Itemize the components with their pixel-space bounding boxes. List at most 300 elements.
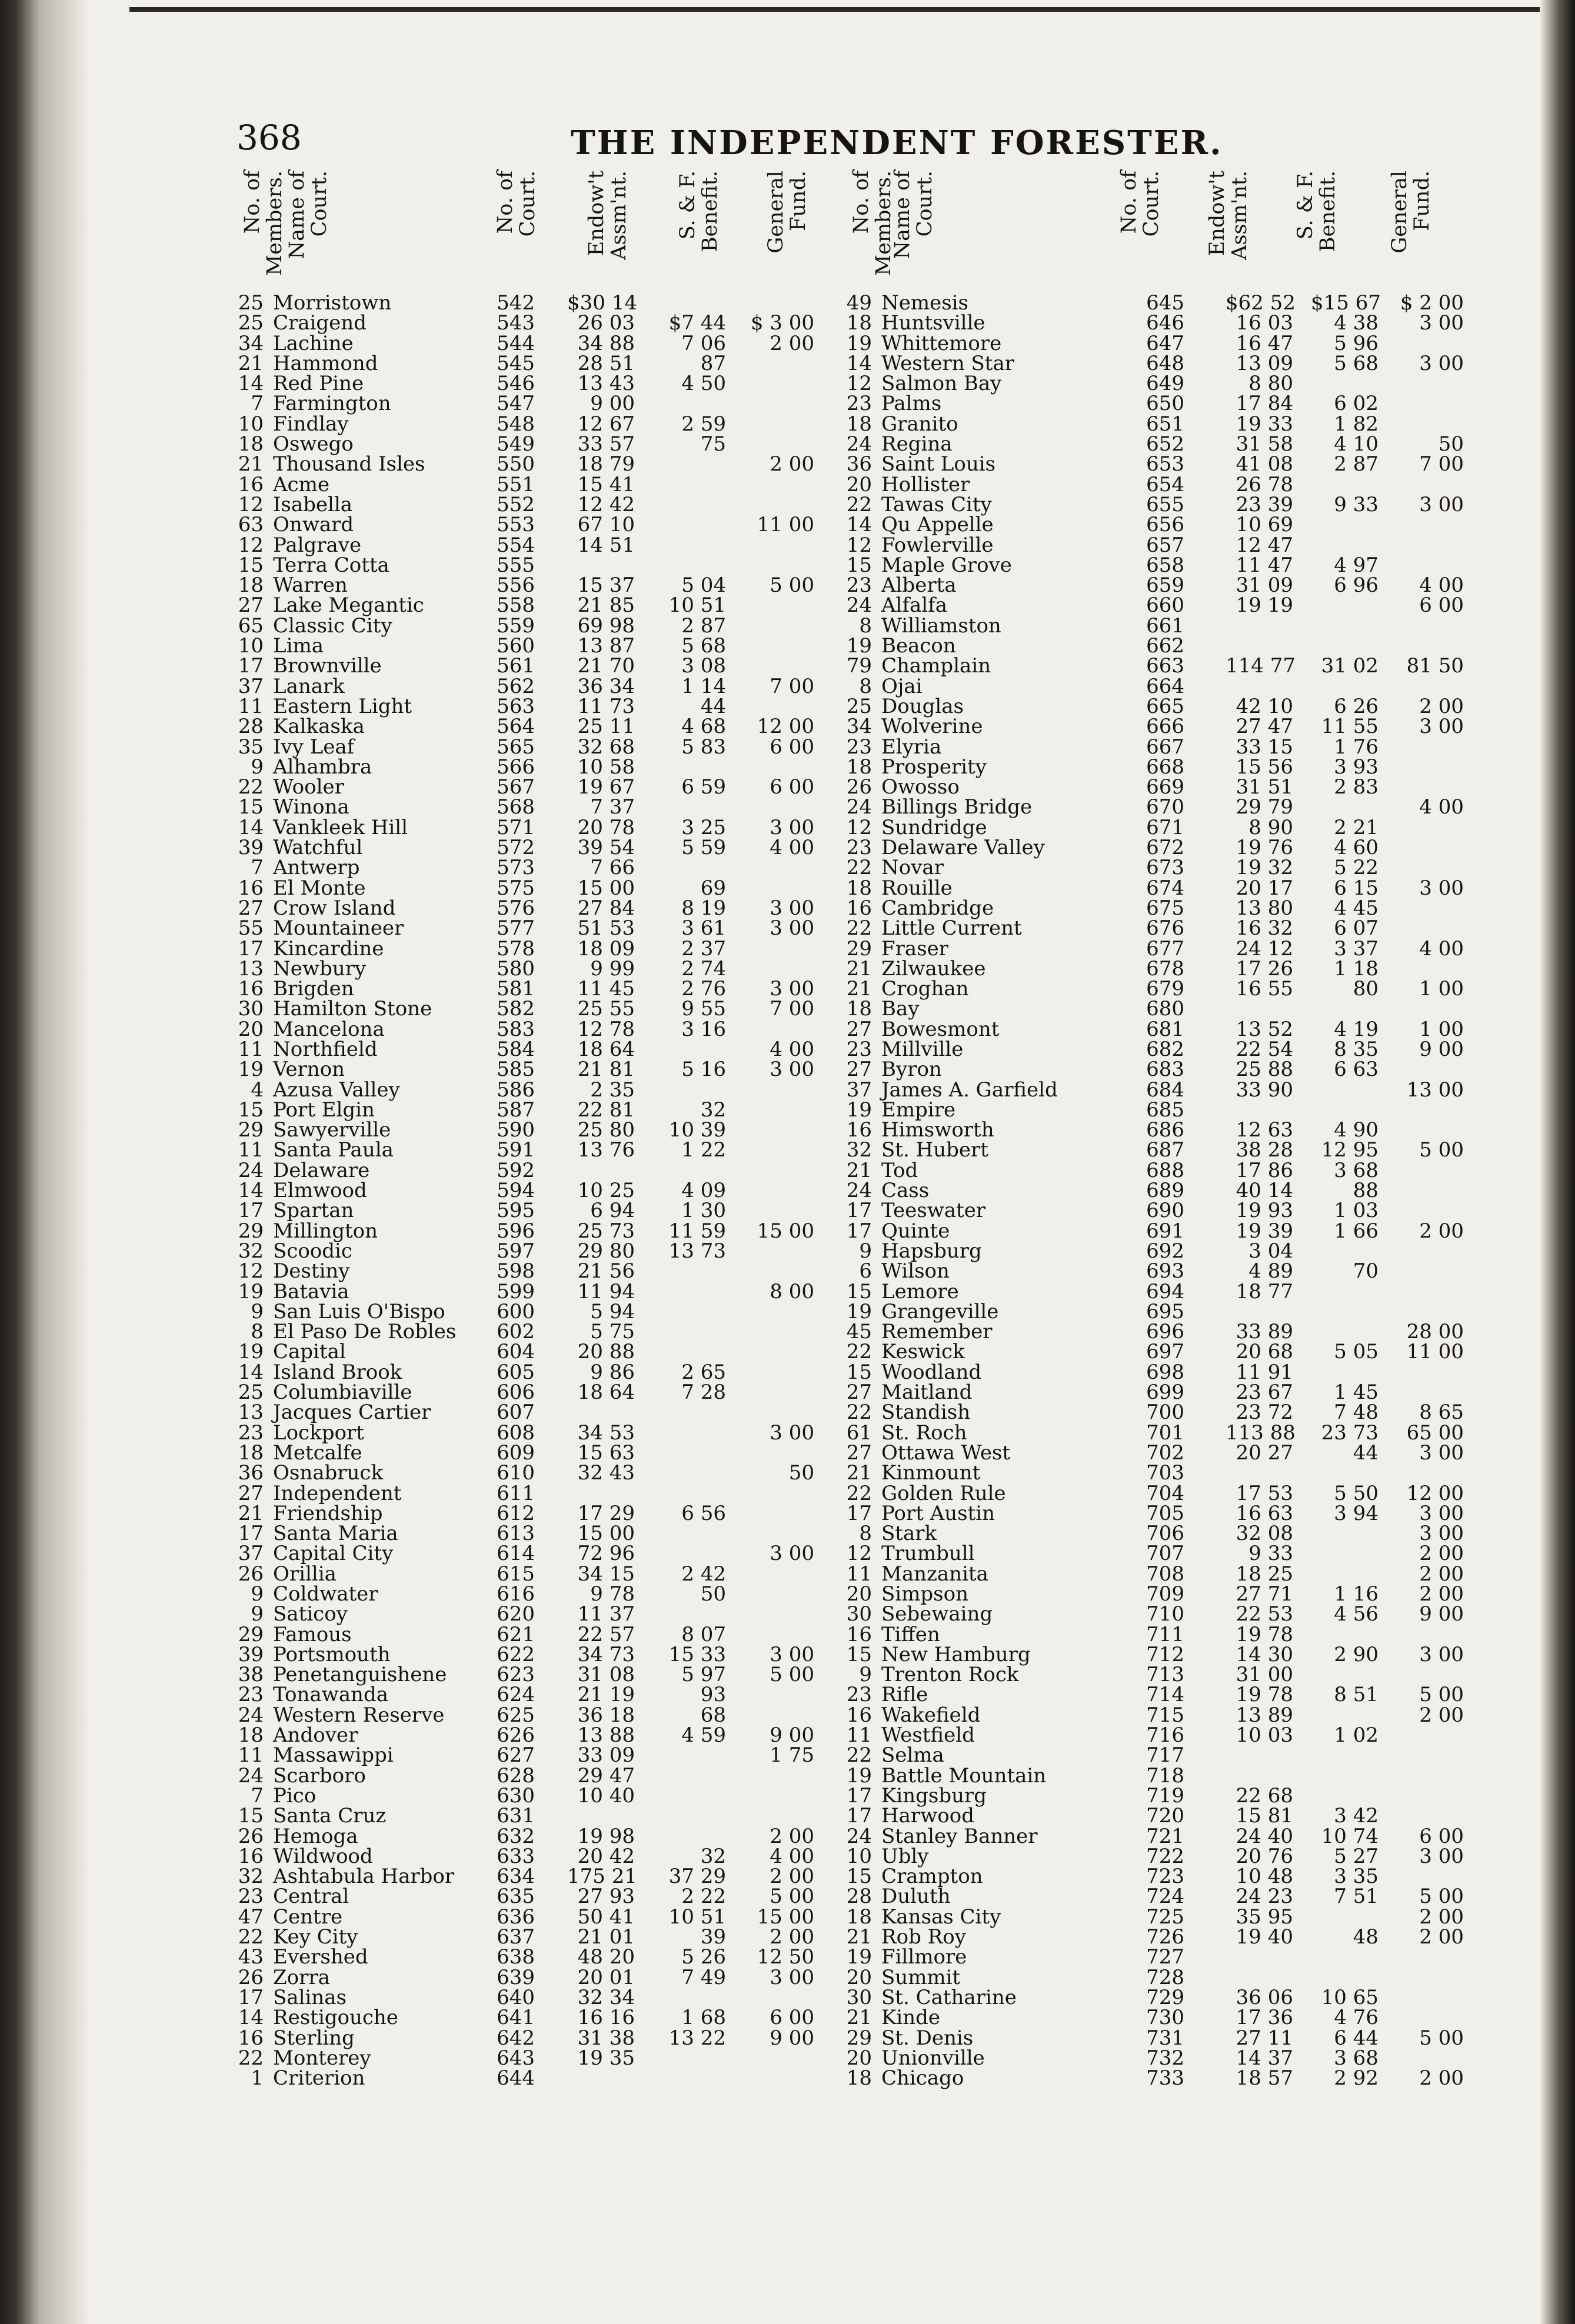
court-number-cell: 561	[497, 654, 535, 678]
court-name-cell: Batavia	[273, 1279, 349, 1303]
general-fund-cell: 4 00	[1419, 795, 1464, 819]
members-cell: 9	[251, 1299, 264, 1323]
endowment-cell: 22 81	[577, 1098, 635, 1122]
endowment-cell: 13 88	[577, 1723, 635, 1748]
members-cell: 1	[251, 2066, 264, 2090]
general-fund-cell: 15 00	[757, 1905, 814, 1929]
members-cell: 16	[238, 472, 264, 496]
sf-benefit-cell: 5 50	[1334, 1481, 1378, 1505]
sf-benefit-cell: 1 02	[1334, 1723, 1378, 1748]
endowment-cell: 20 78	[577, 815, 635, 839]
court-number-cell: 591	[497, 1138, 535, 1162]
court-number-cell: 646	[1146, 311, 1184, 335]
court-number-cell: 613	[497, 1522, 535, 1546]
sf-benefit-cell: 1 82	[1334, 412, 1378, 436]
members-cell: 27	[846, 1441, 872, 1465]
members-cell: 16	[846, 1622, 872, 1646]
members-cell: 14	[238, 2006, 264, 2030]
court-number-cell: 564	[497, 715, 535, 739]
court-number-cell: 559	[497, 613, 535, 638]
endowment-cell: 18 25	[1236, 1562, 1293, 1586]
court-name-cell: Delaware Valley	[881, 836, 1045, 860]
court-number-cell: 572	[497, 836, 535, 860]
column-header-line: Assm'nt.	[1228, 171, 1251, 260]
endowment-cell: 22 53	[1236, 1602, 1293, 1626]
court-number-cell: 635	[497, 1885, 535, 1909]
column-header-line: General	[764, 171, 788, 254]
court-name-cell: Salmon Bay	[881, 372, 1002, 396]
endowment-cell: 29 79	[1236, 795, 1293, 819]
court-name-cell: Azusa Valley	[273, 1078, 400, 1102]
endowment-cell: 21 56	[577, 1259, 635, 1283]
court-name-cell: Andover	[273, 1723, 358, 1748]
members-cell: 23	[846, 574, 872, 598]
members-cell: 16	[846, 896, 872, 920]
court-number-cell: 644	[497, 2066, 535, 2090]
sf-benefit-cell: 5 05	[1334, 1340, 1378, 1364]
court-name-cell: Lake Megantic	[273, 593, 424, 618]
endowment-cell: 29 80	[577, 1239, 635, 1263]
sf-benefit-cell: 10 74	[1321, 1824, 1378, 1848]
endowment-cell: 10 40	[577, 1783, 635, 1808]
court-number-cell: 659	[1146, 574, 1184, 598]
court-number-cell: 573	[497, 856, 535, 880]
sf-benefit-cell: 3 35	[1334, 1865, 1378, 1889]
members-cell: 29	[238, 1622, 264, 1646]
court-name-cell: Friendship	[273, 1501, 383, 1525]
court-name-cell: Nemesis	[881, 291, 969, 315]
court-number-cell: 653	[1146, 452, 1184, 476]
endowment-cell: 20 76	[1236, 1844, 1293, 1868]
endowment-cell: $30 14	[567, 291, 637, 315]
sf-benefit-cell: 75	[700, 432, 726, 456]
endowment-cell: 3 04	[1248, 1239, 1293, 1263]
column-header-line: Members.	[263, 171, 287, 276]
members-cell: 22	[846, 1401, 872, 1425]
court-name-cell: Brigden	[273, 977, 354, 1001]
members-cell: 19	[846, 1299, 872, 1323]
court-name-cell: Vernon	[273, 1058, 345, 1082]
endowment-cell: 24 12	[1236, 936, 1293, 961]
sf-benefit-cell: 11 59	[668, 1219, 726, 1243]
court-number-cell: 562	[497, 674, 535, 698]
court-name-cell: Cambridge	[881, 896, 994, 920]
endowment-cell: 21 85	[577, 593, 635, 618]
members-cell: 22	[238, 1925, 264, 1949]
members-cell: 24	[846, 593, 872, 618]
court-number-cell: 626	[497, 1723, 535, 1748]
endowment-cell: 20 42	[577, 1844, 635, 1868]
court-number-cell: 580	[497, 956, 535, 981]
general-fund-cell: 1 75	[770, 1743, 814, 1768]
members-cell: 32	[238, 1239, 264, 1263]
endowment-cell: 114 77	[1226, 654, 1296, 678]
endowment-cell: 15 56	[1236, 755, 1293, 779]
court-name-cell: El Paso De Robles	[273, 1320, 457, 1344]
members-cell: 18	[846, 412, 872, 436]
endowment-cell: 23 67	[1236, 1381, 1293, 1405]
members-cell: 17	[846, 1783, 872, 1808]
sf-benefit-cell: $7 44	[668, 311, 726, 335]
members-cell: 14	[238, 815, 264, 839]
court-number-cell: 701	[1146, 1421, 1184, 1445]
members-cell: 15	[846, 1279, 872, 1303]
court-number-cell: 719	[1146, 1783, 1184, 1808]
endowment-cell: 16 32	[1236, 916, 1293, 941]
court-name-cell: Wakefield	[881, 1703, 981, 1727]
court-name-cell: Antwerp	[273, 856, 360, 880]
court-number-cell: 623	[497, 1663, 535, 1687]
endowment-cell: 33 09	[577, 1743, 635, 1768]
endowment-cell: 27 47	[1236, 715, 1293, 739]
members-cell: 21	[238, 351, 264, 375]
general-fund-cell: 3 00	[1419, 1642, 1464, 1666]
court-number-cell: 558	[497, 593, 535, 618]
general-fund-cell: 2 00	[1419, 1582, 1464, 1606]
members-cell: 13	[238, 1401, 264, 1425]
court-number-cell: 715	[1146, 1703, 1184, 1727]
court-name-cell: Destiny	[273, 1259, 350, 1283]
court-number-cell: 683	[1146, 1058, 1184, 1082]
endowment-cell: 14 37	[1236, 2046, 1293, 2070]
endowment-cell: 9 78	[590, 1582, 635, 1606]
general-fund-cell: 3 00	[770, 1642, 814, 1666]
sf-benefit-cell: 7 06	[681, 331, 726, 355]
members-cell: 49	[846, 291, 872, 315]
sf-benefit-cell: 2 42	[681, 1562, 726, 1586]
column-header	[765, 171, 810, 282]
court-number-cell: 566	[497, 755, 535, 779]
sf-benefit-cell: 9 55	[681, 997, 726, 1021]
members-cell: 17	[238, 654, 264, 678]
court-number-cell: 631	[497, 1804, 535, 1828]
sf-benefit-cell: 31 02	[1321, 654, 1378, 678]
court-number-cell: 611	[497, 1481, 535, 1505]
endowment-cell: 21 01	[577, 1925, 635, 1949]
court-name-cell: Western Reserve	[273, 1703, 445, 1727]
members-cell: 12	[238, 1259, 264, 1283]
general-fund-cell: 13 00	[1406, 1078, 1464, 1102]
sf-benefit-cell: 4 09	[681, 1179, 726, 1203]
members-cell: 61	[846, 1421, 872, 1445]
sf-benefit-cell: 1 68	[681, 2006, 726, 2030]
court-number-cell: 676	[1146, 916, 1184, 941]
page-number: 368	[237, 118, 302, 158]
court-number-cell: 615	[497, 1562, 535, 1586]
court-number-cell: 677	[1146, 936, 1184, 961]
court-name-cell: Trenton Rock	[881, 1663, 1019, 1687]
court-name-cell: Lockport	[273, 1421, 364, 1445]
endowment-cell: 15 00	[577, 876, 635, 900]
sf-benefit-cell: 1 30	[681, 1199, 726, 1223]
court-number-cell: 674	[1146, 876, 1184, 900]
court-number-cell: 718	[1146, 1763, 1184, 1788]
general-fund-cell: 4 00	[770, 836, 814, 860]
court-number-cell: 710	[1146, 1602, 1184, 1626]
general-fund-cell: 12 00	[1406, 1481, 1464, 1505]
members-cell: 28	[238, 715, 264, 739]
column-header-line: S. & F.	[1294, 171, 1317, 240]
court-name-cell: Kalkaska	[273, 715, 365, 739]
running-title: THE INDEPENDENT FORESTER.	[571, 124, 1223, 162]
court-name-cell: Chicago	[881, 2066, 964, 2090]
court-number-cell: 717	[1146, 1743, 1184, 1768]
endowment-cell: 41 08	[1236, 452, 1293, 476]
sf-benefit-cell: 5 96	[1334, 331, 1378, 355]
general-fund-cell: 11 00	[757, 513, 814, 537]
court-name-cell: Kingsburg	[881, 1783, 987, 1808]
court-name-cell: Santa Paula	[273, 1138, 394, 1162]
members-cell: 21	[846, 977, 872, 1001]
endowment-cell: 38 28	[1236, 1138, 1293, 1162]
court-name-cell: Little Current	[881, 916, 1022, 941]
court-name-cell: Key City	[273, 1925, 358, 1949]
endowment-cell: 13 52	[1236, 1017, 1293, 1041]
sf-benefit-cell: 3 68	[1334, 1158, 1378, 1182]
endowment-cell: 69 98	[577, 613, 635, 638]
court-name-cell: Coldwater	[273, 1582, 378, 1606]
court-name-cell: Sterling	[273, 2026, 355, 2050]
column-header-line: Endow't	[1206, 171, 1229, 256]
general-fund-cell: 3 00	[1419, 1522, 1464, 1546]
court-name-cell: Ivy Leaf	[273, 735, 355, 759]
endowment-cell: 27 84	[577, 896, 635, 920]
endowment-cell: 17 84	[1236, 392, 1293, 416]
members-cell: 21	[846, 1158, 872, 1182]
court-name-cell: Crow Island	[273, 896, 396, 920]
endowment-cell: 31 58	[1236, 432, 1293, 456]
sf-benefit-cell: 3 37	[1334, 936, 1378, 961]
endowment-cell: 27 11	[1236, 2026, 1293, 2050]
court-name-cell: Port Elgin	[273, 1098, 375, 1122]
court-number-cell: 678	[1146, 956, 1184, 981]
endowment-cell: 34 53	[577, 1421, 635, 1445]
endowment-cell: 31 09	[1236, 574, 1293, 598]
court-number-cell: 578	[497, 936, 535, 961]
column-header-line: Members.	[872, 171, 895, 276]
court-number-cell: 671	[1146, 815, 1184, 839]
members-cell: 24	[238, 1763, 264, 1788]
sf-benefit-cell: 6 26	[1334, 694, 1378, 718]
members-cell: 38	[238, 1663, 264, 1687]
court-name-cell: Grangeville	[881, 1299, 999, 1323]
sf-benefit-cell: 1 14	[681, 674, 726, 698]
general-fund-cell: 2 00	[770, 452, 814, 476]
court-name-cell: Prosperity	[881, 755, 987, 779]
members-cell: 39	[238, 836, 264, 860]
members-cell: 23	[846, 1683, 872, 1707]
general-fund-cell: $ 3 00	[750, 311, 814, 335]
court-number-cell: 545	[497, 351, 535, 375]
general-fund-cell: 2 00	[770, 1824, 814, 1848]
general-fund-cell: 6 00	[1419, 1824, 1464, 1848]
column-header-line: Court.	[516, 171, 540, 237]
general-fund-cell: 4 00	[770, 1037, 814, 1061]
court-number-cell: 585	[497, 1058, 535, 1082]
members-cell: 18	[846, 2066, 872, 2090]
general-fund-cell: 3 00	[770, 1058, 814, 1082]
court-name-cell: Tonawanda	[273, 1683, 388, 1707]
endowment-cell: 32 68	[577, 735, 635, 759]
members-cell: 12	[238, 492, 264, 516]
court-number-cell: 577	[497, 916, 535, 941]
court-number-cell: 696	[1146, 1320, 1184, 1344]
court-name-cell: Ottawa West	[881, 1441, 1011, 1465]
general-fund-cell: 50	[1438, 432, 1464, 456]
general-fund-cell: 3 00	[1419, 1844, 1464, 1868]
sf-benefit-cell: 23 73	[1321, 1421, 1378, 1445]
endowment-cell: 10 03	[1236, 1723, 1293, 1748]
members-cell: 19	[238, 1279, 264, 1303]
members-cell: 8	[251, 1320, 264, 1344]
court-name-cell: St. Denis	[881, 2026, 974, 2050]
court-number-cell: 731	[1146, 2026, 1184, 2050]
endowment-cell: 18 09	[577, 936, 635, 961]
court-number-cell: 697	[1146, 1340, 1184, 1364]
members-cell: 11	[846, 1562, 872, 1586]
court-number-cell: 638	[497, 1945, 535, 1969]
sf-benefit-cell: 68	[700, 1703, 726, 1727]
sf-benefit-cell: 4 56	[1334, 1602, 1378, 1626]
endowment-cell: 22 68	[1236, 1783, 1293, 1808]
members-cell: 19	[846, 1098, 872, 1122]
court-number-cell: 663	[1146, 654, 1184, 678]
court-number-cell: 596	[497, 1219, 535, 1243]
court-number-cell: 604	[497, 1340, 535, 1364]
members-cell: 21	[238, 452, 264, 476]
column-header-line: Name of	[285, 171, 309, 259]
members-cell: 18	[846, 1905, 872, 1929]
endowment-cell: 10 58	[577, 755, 635, 779]
court-number-cell: 651	[1146, 412, 1184, 436]
court-number-cell: 670	[1146, 795, 1184, 819]
general-fund-cell: 9 00	[1419, 1602, 1464, 1626]
court-name-cell: Brownville	[273, 654, 382, 678]
court-name-cell: Fowlerville	[881, 533, 994, 557]
column-header-line: Assm'nt.	[607, 171, 631, 260]
court-name-cell: Kincardine	[273, 936, 384, 961]
column-header	[1118, 171, 1163, 282]
court-name-cell: Douglas	[881, 694, 964, 718]
members-cell: 19	[846, 1945, 872, 1969]
sf-benefit-cell: 3 93	[1334, 755, 1378, 779]
sf-benefit-cell: 4 50	[681, 372, 726, 396]
members-cell: 16	[238, 876, 264, 900]
general-fund-cell: 3 00	[1419, 715, 1464, 739]
endowment-cell: 8 80	[1248, 372, 1293, 396]
page-binding-edge	[0, 0, 88, 2324]
endowment-cell: 33 89	[1236, 1320, 1293, 1344]
sf-benefit-cell: 2 83	[1334, 775, 1378, 799]
court-name-cell: Byron	[881, 1058, 942, 1082]
members-cell: 18	[846, 997, 872, 1021]
endowment-cell: 14 30	[1236, 1642, 1293, 1666]
members-cell: 18	[846, 876, 872, 900]
sf-benefit-cell: 2 59	[681, 412, 726, 436]
court-number-cell: 649	[1146, 372, 1184, 396]
court-name-cell: Westfield	[881, 1723, 975, 1748]
general-fund-cell: 2 00	[1419, 1925, 1464, 1949]
court-number-cell: 728	[1146, 1965, 1184, 1989]
general-fund-cell: 2 00	[1419, 1905, 1464, 1929]
court-name-cell: Western Star	[881, 351, 1014, 375]
court-number-cell: 625	[497, 1703, 535, 1727]
court-name-cell: Port Austin	[881, 1501, 995, 1525]
court-number-cell: 686	[1146, 1118, 1184, 1142]
court-number-cell: 724	[1146, 1885, 1184, 1909]
court-number-cell: 582	[497, 997, 535, 1021]
members-cell: 23	[846, 1037, 872, 1061]
court-name-cell: Cass	[881, 1179, 930, 1203]
endowment-cell: 5 94	[590, 1299, 635, 1323]
column-header	[677, 171, 721, 282]
column-header	[1206, 171, 1251, 282]
court-number-cell: 660	[1146, 593, 1184, 618]
court-number-cell: 584	[497, 1037, 535, 1061]
sf-benefit-cell: 10 65	[1321, 1985, 1378, 2009]
endowment-cell: 12 67	[577, 412, 635, 436]
sf-benefit-cell: 3 16	[681, 1017, 726, 1041]
column-header-line: Endow't	[585, 171, 608, 256]
sf-benefit-cell: 4 90	[1334, 1118, 1378, 1142]
sf-benefit-cell: 4 59	[681, 1723, 726, 1748]
members-cell: 12	[846, 815, 872, 839]
endowment-cell: 175 21	[567, 1865, 637, 1889]
court-number-cell: 680	[1146, 997, 1184, 1021]
sf-benefit-cell: 2 87	[1334, 452, 1378, 476]
endowment-cell: 33 15	[1236, 735, 1293, 759]
court-name-cell: El Monte	[273, 876, 366, 900]
members-cell: 14	[238, 1360, 264, 1384]
endowment-cell: 20 27	[1236, 1441, 1293, 1465]
court-number-cell: 643	[497, 2046, 535, 2070]
members-cell: 27	[238, 1481, 264, 1505]
court-name-cell: Terra Cotta	[273, 553, 389, 577]
endowment-cell: 19 40	[1236, 1925, 1293, 1949]
members-cell: 36	[238, 1461, 264, 1485]
court-name-cell: Elyria	[881, 735, 942, 759]
sf-benefit-cell: 3 94	[1334, 1501, 1378, 1525]
endowment-cell: 21 70	[577, 654, 635, 678]
court-name-cell: Palgrave	[273, 533, 362, 557]
endowment-cell: 16 03	[1236, 311, 1293, 335]
court-number-cell: 700	[1146, 1401, 1184, 1425]
court-number-cell: 543	[497, 311, 535, 335]
members-cell: 35	[238, 735, 264, 759]
court-number-cell: 711	[1146, 1622, 1184, 1646]
court-name-cell: Portsmouth	[273, 1642, 391, 1666]
members-cell: 29	[846, 936, 872, 961]
sf-benefit-cell: 3 61	[681, 916, 726, 941]
members-cell: 15	[238, 795, 264, 819]
endowment-cell: 19 98	[577, 1824, 635, 1848]
court-number-cell: 602	[497, 1320, 535, 1344]
members-cell: 55	[238, 916, 264, 941]
members-cell: 22	[846, 1481, 872, 1505]
endowment-cell: 19 78	[1236, 1683, 1293, 1707]
court-number-cell: 656	[1146, 513, 1184, 537]
sf-benefit-cell: 5 68	[681, 634, 726, 658]
sf-benefit-cell: 4 60	[1334, 836, 1378, 860]
sf-benefit-cell: 48	[1353, 1925, 1378, 1949]
sf-benefit-cell: 5 22	[1334, 856, 1378, 880]
court-number-cell: 554	[497, 533, 535, 557]
court-number-cell: 634	[497, 1865, 535, 1889]
court-name-cell: Farmington	[273, 392, 391, 416]
endowment-cell: 9 00	[590, 392, 635, 416]
members-cell: 15	[238, 1098, 264, 1122]
court-number-cell: 725	[1146, 1905, 1184, 1929]
